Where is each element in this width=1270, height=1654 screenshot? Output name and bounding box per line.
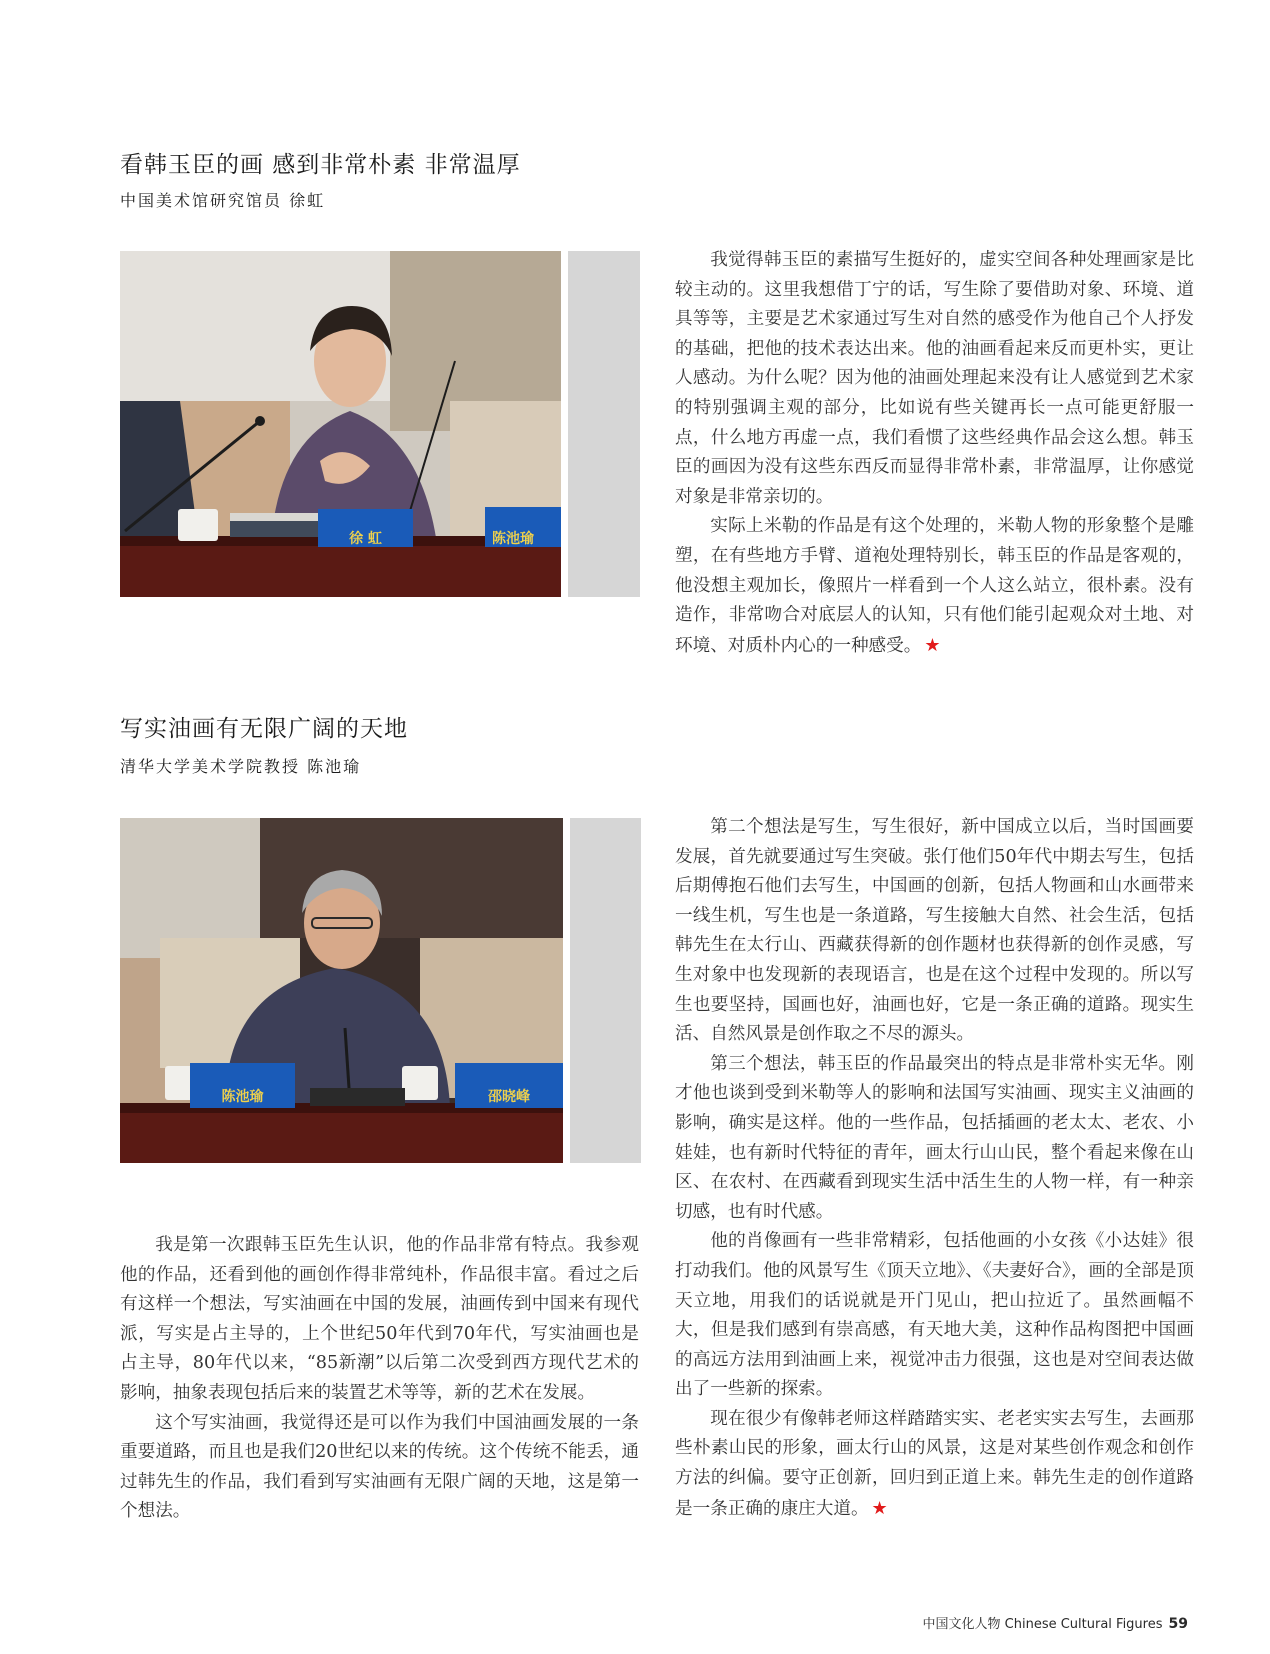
page-number: 59 [1168, 1616, 1188, 1632]
nameplate-chen-chiyu-partial: 陈池瑜 [492, 531, 534, 547]
section-2-paragraph: 我是第一次跟韩玉臣先生认识，他的作品非常有特点。我参观他的作品，还看到他的画创作得非常纯朴，作品很丰富。看过之后有这样一个想法，写实油画在中国的发展，油画传到中国来有现代派，写实是占主导的，上个世纪50年代到70年代，写实油画也是占主导，80年代以来，“85新潮”以后第二次受到西方现代艺术的影响，抽象表现包括后来的装置艺术等等，新的艺术在发展。 [120, 1235, 639, 1403]
section-2-paragraph: 这个写实油画，我觉得还是可以作为我们中国油画发展的一条重要道路，而且也是我们20世纪以来的传统。这个传统不能丢，通过韩先生的作品，我们看到写实油画有无限广阔的天地，这是第一个想法。 [120, 1412, 639, 1522]
section-2-right-text [675, 813, 1194, 1524]
end-star-icon: ★ [871, 1497, 888, 1519]
section-1-paragraph: 我觉得韩玉臣的素描写生挺好的，虚实空间各种处理画家是比较主动的。这里我想借丁宁的话，写生除了要借助对象、环境、道具等等，主要是艺术家通过写生对自然的感受作为他自己个人抒发的基础，把他的技术表达出来。他的油画看起来反而更朴实，更让人感动。为什么呢？因为他的油画处理起来没有让人感觉到艺术家的特别强调主观的部分，比如说有些关键再长一点可能更舒服一点，什么地方再虚一点，我们看惯了这些经典作品会这么想。韩玉臣的画因为没有这些东西反而显得非常朴素，非常温厚，让你感觉对象是非常亲切的。 [675, 250, 1194, 507]
page-footer [923, 1613, 1188, 1632]
section-1-paragraph [675, 512, 1194, 661]
section-1-text [675, 246, 1194, 661]
nameplate-chen-chiyu: 陈池瑜 [221, 1089, 264, 1105]
section-2-title: 写实油画有无限广阔的天地 [120, 716, 408, 742]
section-2-paragraph: 第二个想法是写生，写生很好，新中国成立以后，当时国画要发展，首先就要通过写生突破。张仃他们50年代中期去写生，包括后期傅抱石他们去写生，中国画的创新，包括人物画和山水画带来一线生机，写生也是一条道路，写生接触大自然、社会生活，包括韩先生在太行山、西藏获得新的创作题材也获得新的创作灵感，写生对象中也发现新的表现语言，也是在这个过程中发现的。所以写生也要坚持，国画也好，油画也好，它是一条正确的道路。现实生活、自然风景是创作取之不尽的源头。 [675, 817, 1194, 1045]
photo-chen-chiyu [120, 818, 563, 1163]
section-2-paragraph [675, 1405, 1194, 1524]
section-1-paragraph-text: 实际上米勒的作品是有这个处理的，米勒人物的形象整个是雕塑，在有些地方手臂、道袍处理特别长，韩玉臣的作品是客观的，他没想主观加长，像照片一样看到一个人这么站立，很朴素。没有造作，非常吻合对底层人的认知，只有他们能引起观众对土地、对环境、对质朴内心的一种感受。 [675, 516, 1194, 656]
photo-chen-chiyu-illustration [120, 818, 563, 1163]
section-1-byline: 中国美术馆研究馆员 徐虹 [120, 191, 326, 210]
end-star-icon: ★ [924, 634, 941, 656]
photo-xu-hong [120, 251, 561, 597]
photo-xu-hong-side-panel [568, 251, 640, 597]
photo-chen-chiyu-side-panel [570, 818, 641, 1163]
section-1-title: 看韩玉臣的画 感到非常朴素 非常温厚 [120, 152, 521, 178]
section-2-left-text [120, 1231, 639, 1527]
section-2-paragraph: 第三个想法，韩玉臣的作品最突出的特点是非常朴实无华。刚才他也谈到受到米勒等人的影响和法国写实油画、现实主义油画的影响，确实是这样。他的一些作品，包括插画的老太太、老农、小娃娃，也有新时代特征的青年，画太行山山民，整个看起来像在山区、在农村、在西藏看到现实生活中活生生的人物一样，有一种亲切感，也有时代感。 [675, 1053, 1194, 1222]
section-2-paragraph-text: 现在很少有像韩老师这样踏踏实实、老老实实去写生，去画那些朴素山民的形象，画太行山的风景，这是对某些创作观念和创作方法的纠偏。要守正创新，回归到正道上来。韩先生走的创作道路是一条正确的康庄大道。 [675, 1408, 1194, 1519]
section-2-paragraph: 他的肖像画有一些非常精彩，包括他画的小女孩《小达娃》很打动我们。他的风景写生《顶天立地》、《夫妻好合》，画的全部是顶天立地，用我们的话说就是开门见山，把山拉近了。虽然画幅不大，但是我们感到有崇高感，有天地大美，这种作品构图把中国画的高远方法用到油画上来，视觉冲击力很强，这也是对空间表达做出了一些新的探索。 [675, 1231, 1195, 1400]
nameplate-shao-xiaofeng: 邵晓峰 [488, 1089, 530, 1105]
magazine-name: 中国文化人物 Chinese Cultural Figures [922, 1617, 1163, 1632]
section-2-byline: 清华大学美术学院教授 陈池瑜 [120, 757, 362, 776]
nameplate-xu-hong: 徐 虹 [349, 531, 382, 547]
